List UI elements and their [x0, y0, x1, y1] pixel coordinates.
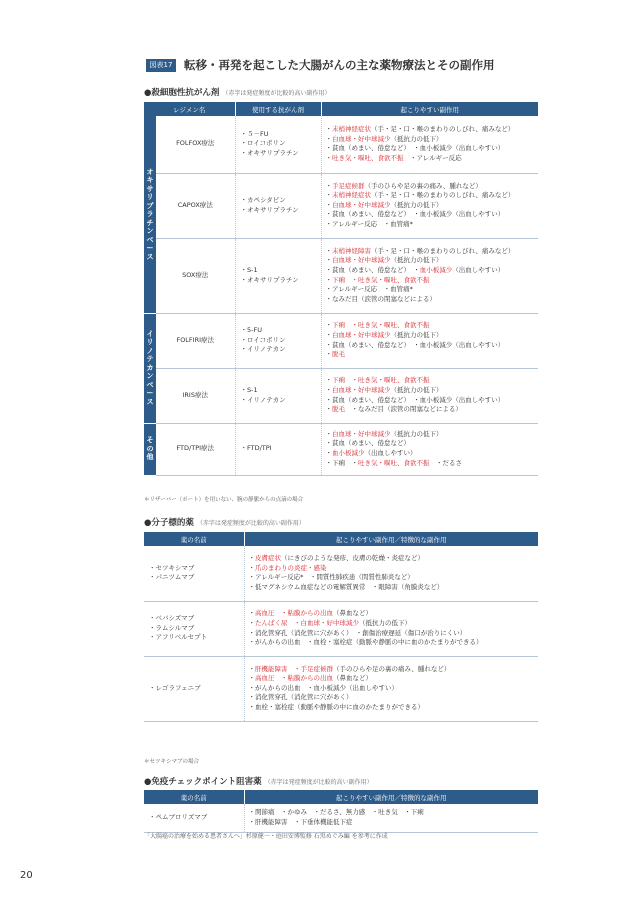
effect-text: ・ — [325, 330, 332, 339]
side-effect-line — [326, 439, 536, 449]
effect-text: ・肝機能障害 ・下垂体機能低下症 — [248, 817, 353, 826]
table-row — [144, 656, 538, 721]
section2-footnote: ＊セツキシマブの場合 — [144, 759, 199, 765]
high-frequency-effect: 肝機能障害 ・手足症候群 — [255, 664, 333, 673]
side-effect-line — [249, 583, 536, 593]
category-irinotecan: イ リ ノ テ カ ン ベ ー ス — [144, 313, 156, 423]
high-frequency-effect: 下痢 ・吐き気・嘔吐、食欲不振 — [332, 376, 430, 385]
effect-text: （出血しやすい） — [452, 265, 505, 274]
drug-item: ・ロイコボリン — [240, 139, 286, 148]
effect-text: ・貧血（めまい、倦怠など） ・血小板減少（出血しやすい） — [325, 340, 505, 349]
effect-text: ・ — [325, 385, 332, 394]
high-frequency-effect: 白血球・好中球減少 — [332, 256, 391, 265]
high-frequency-effect: 白血球・好中球減少 — [332, 429, 391, 438]
category-other: そ の 他 — [144, 423, 156, 475]
effect-text: （にきびのような発疹、皮膚の乾燥・炎症など） — [281, 554, 424, 563]
effect-text: ・ — [325, 275, 332, 284]
effect-text: ・ — [248, 563, 255, 572]
side-effects — [244, 804, 538, 832]
effect-text: ・がんからの出血 ・血栓・塞栓症（動脈や静脈の中に血のかたまりができる） — [248, 638, 483, 647]
drug-item: ・S-1 — [240, 265, 258, 274]
drug-item: ・ペムブロリズマブ — [149, 812, 208, 821]
effect-text: （手・足・口・喉のまわりのしびれ、痛みなど） — [371, 191, 515, 200]
effect-text: ・消化管穿孔（消化管に穴があく） — [248, 693, 353, 702]
effect-text: ・ — [325, 246, 332, 255]
effect-text: ・ — [325, 125, 332, 134]
effect-text: （鼻血など） — [333, 609, 372, 618]
table-row — [144, 804, 538, 832]
side-effect-line — [326, 220, 536, 230]
high-frequency-effect: 末梢神経症状 — [332, 191, 371, 200]
effect-text: ・ — [325, 429, 332, 438]
effect-text: ・貧血（めまい、倦怠など） ・ — [325, 265, 420, 274]
high-frequency-effect: 下痢 ・吐き気・嘔吐、食欲不振 — [332, 275, 430, 284]
section3-heading — [144, 775, 373, 787]
molecular-target-table — [144, 532, 538, 722]
high-frequency-effect: 爪のまわりの炎症・感染 — [255, 563, 327, 572]
side-effects — [321, 238, 538, 313]
side-effect-line — [326, 135, 536, 145]
effect-text: ・ — [325, 256, 332, 265]
drug-item: ・ラムシルマブ — [149, 623, 195, 632]
effect-text: ・貧血（めまい、倦怠など） ・血小板減少（出血しやすい） — [325, 144, 505, 153]
side-effects — [321, 368, 538, 423]
section1-footnote: ＊リザーバー（ポート）を用いない、腕の静脈からの点滴の場合 — [144, 497, 304, 503]
side-effect-line — [249, 629, 536, 639]
table-row — [144, 423, 538, 475]
regimen-name: SOX療法 — [156, 238, 235, 313]
effect-text: ・ — [325, 181, 332, 190]
side-effect-line — [326, 341, 536, 351]
side-effect-line — [249, 573, 536, 583]
drug-item: ・アフリベルセプト — [149, 633, 208, 642]
effect-text: ・ — [248, 554, 255, 563]
side-effect-line — [326, 459, 536, 469]
side-effect-line — [326, 201, 536, 211]
high-frequency-effect: 下痢 ・吐き気・嘔吐、食欲不振 — [332, 321, 430, 330]
regimen-name: FOLFOX療法 — [156, 116, 235, 173]
side-effect-line — [249, 703, 536, 713]
drug-item: ・レゴラフェニブ — [149, 683, 201, 692]
effect-text: ・貧血（めまい、倦怠など） ・血小板減少（出血しやすい） — [325, 395, 505, 404]
effect-text: （抵抗力の低下） — [390, 330, 443, 339]
side-effect-line — [249, 808, 536, 818]
side-effect-line — [249, 619, 536, 629]
table-row — [144, 238, 538, 313]
high-frequency-effect: 血小板減少 — [419, 265, 453, 274]
regimen-name: CAPOX療法 — [156, 173, 235, 238]
side-effect-line — [326, 266, 536, 276]
table-row — [144, 313, 538, 368]
regimen-name: FOLFIRI療法 — [156, 313, 235, 368]
drug-item: ・S-1 — [240, 385, 258, 394]
side-effect-line — [249, 554, 536, 564]
section2-heading — [144, 516, 305, 528]
molecular-target-table-header — [144, 532, 538, 546]
drug-list — [235, 238, 321, 313]
category-oxaliplatin: オ キ サ リ プ ラ チ ン ベ ー ス — [144, 116, 156, 313]
effect-text: ・アレルギー反応* ・間質性肺疾患（間質性肺炎など） — [248, 573, 414, 582]
drug-list — [235, 313, 321, 368]
section3-note: （赤字は発症頻度が比較的高い副作用） — [264, 779, 373, 786]
effect-text: ・ — [325, 405, 332, 414]
effect-text: ・アレルギー反応 — [403, 153, 462, 162]
high-frequency-effect: 吐き気・嘔吐、食欲不振 — [332, 153, 404, 162]
effect-text: ・なみだ目（涙管の閉塞などによる） — [325, 294, 436, 303]
header-drugs: 使用する抗がん剤 — [235, 102, 321, 116]
side-effect-line — [326, 276, 536, 286]
high-frequency-effect: 手足症候群 — [332, 181, 365, 190]
effect-text: ・ — [325, 134, 332, 143]
high-frequency-effect: 末梢神経症状 — [332, 125, 371, 134]
high-frequency-effect: 血小板減少 — [332, 449, 365, 457]
effect-text: ・アレルギー反応 ・血管痛* — [325, 219, 413, 228]
effect-text: （鼻血など） — [333, 674, 372, 683]
side-effect-line — [326, 295, 536, 305]
side-effects — [321, 116, 538, 173]
side-effect-line — [326, 125, 536, 135]
high-frequency-effect: 皮膚症状 — [255, 554, 281, 563]
side-effect-line — [326, 430, 536, 440]
side-effects — [244, 656, 538, 721]
high-frequency-effect: 白血球・好中球減少 — [332, 200, 391, 209]
side-effect-line — [249, 818, 536, 828]
effect-text: （抵抗力の低下） — [390, 256, 443, 265]
header-drug-name: 薬の名前 — [144, 532, 244, 546]
high-frequency-effect: 脱毛 — [332, 350, 345, 359]
drug-item: ・ロイコボリン — [240, 335, 286, 344]
regimen-name: IRIS療法 — [156, 368, 235, 423]
drug-item: ・イリノテカン — [240, 345, 286, 354]
section3-heading-text: ●免疫チェックポイント阻害薬 — [144, 777, 262, 787]
side-effect-line — [326, 331, 536, 341]
high-frequency-effect: 白血球・好中球減少 — [332, 385, 391, 394]
effect-text: ・ — [325, 321, 332, 330]
drug-list — [144, 546, 244, 601]
effect-text: （手のひらや足の裏の痛み、腫れなど） — [364, 181, 482, 190]
drug-list — [235, 173, 321, 238]
drug-list — [144, 601, 244, 656]
effect-text: ・ — [325, 350, 332, 359]
header-side-effects: 起こりやすい副作用／特徴的な副作用 — [244, 790, 538, 804]
header-side-effects: 起こりやすい副作用／特徴的な副作用 — [244, 532, 538, 546]
effect-text: ・ — [325, 376, 332, 385]
table-row — [144, 546, 538, 601]
drug-item: ・セツキシマブ — [149, 563, 195, 572]
side-effect-line — [326, 449, 536, 459]
drug-list — [235, 368, 321, 423]
high-frequency-effect: たんぱく尿 ・白血球・好中球減少 — [255, 618, 359, 627]
side-effect-line — [326, 210, 536, 220]
effect-text: ・がんからの出血 ・血小板減少（出血しやすい） — [248, 683, 398, 692]
drug-item: ・オキサリプラチン — [240, 149, 299, 158]
header-side-effects: 起こりやすい副作用 — [321, 102, 538, 116]
drug-item: ・ベバシズマブ — [149, 614, 195, 623]
effect-text: ・だるさ — [429, 458, 462, 467]
effect-text: ・血栓・塞栓症（動脈や静脈の中に血のかたまりができる） — [248, 702, 424, 711]
table-row — [144, 116, 538, 173]
checkpoint-table-header — [144, 790, 538, 804]
drug-item: ・カペシタビン — [240, 195, 286, 204]
drug-item: ・イリノテカン — [240, 395, 286, 404]
effect-text: ・低マグネシウム血症などの電解質異常 ・眼障害（角膜炎など） — [248, 582, 444, 591]
reference-note: 「大腸癌の治療を始める患者さんへ」杉原健一・庭田安博監修 石黒めぐみ編 を参考に作成 — [144, 833, 388, 840]
side-effects — [321, 423, 538, 475]
effect-text: （抵抗力の低下） — [390, 200, 443, 209]
effect-text: （抵抗力の低下） — [390, 429, 443, 438]
drug-item: ・5-FU — [240, 326, 262, 335]
side-effect-line — [326, 191, 536, 201]
drug-list — [235, 116, 321, 173]
high-frequency-effect: 高血圧 ・粘膜からの出血 — [255, 609, 333, 618]
header-regimen: レジメン名 — [144, 102, 235, 116]
drug-item: ・オキサリプラチン — [240, 205, 299, 214]
side-effect-line — [326, 285, 536, 295]
cytotoxic-table-header — [144, 102, 538, 116]
side-effect-line — [326, 405, 536, 415]
section1-note: （赤字は発症頻度が比較的高い副作用） — [222, 90, 331, 97]
effect-text: ・ — [325, 449, 332, 457]
figure-title — [146, 57, 495, 73]
table-row — [144, 601, 538, 656]
high-frequency-effect: 白血球・好中球減少 — [332, 330, 391, 339]
effect-text: ・貧血（めまい、倦怠など） ・血小板減少（出血しやすい） — [325, 210, 505, 219]
effect-text: ・下痢 ・ — [325, 458, 358, 467]
cytotoxic-table — [144, 102, 538, 476]
side-effect-line — [249, 684, 536, 694]
high-frequency-effect: 吐き気・嘔吐、食欲不振 — [358, 458, 430, 467]
section2-heading-text: ●分子標的薬 — [144, 518, 194, 528]
side-effect-line — [326, 154, 536, 164]
high-frequency-effect: 高血圧 ・粘膜からの出血 — [255, 674, 333, 683]
side-effect-line — [326, 386, 536, 396]
section2-note: （赤字は発症頻度が比較的高い副作用） — [196, 520, 305, 527]
table-row — [144, 173, 538, 238]
drug-item: ・FTD/TPI — [240, 444, 272, 453]
side-effect-line — [249, 564, 536, 574]
effect-text: （手・足・口・喉のまわりのしびれ、痛みなど） — [371, 246, 515, 255]
figure-title-text: 転移・再発を起こした大腸がんの主な薬物療法とその副作用 — [184, 58, 495, 72]
high-frequency-effect: 脱毛 — [332, 405, 345, 414]
side-effects — [321, 313, 538, 368]
drug-item: ・オキサリプラチン — [240, 275, 299, 284]
effect-text: ・ — [248, 609, 255, 618]
side-effects — [244, 546, 538, 601]
side-effect-line — [326, 182, 536, 192]
side-effect-line — [249, 638, 536, 648]
side-effect-line — [249, 665, 536, 675]
side-effect-line — [249, 674, 536, 684]
table-row — [144, 368, 538, 423]
effect-text: ・貧血（めまい、倦怠など） — [325, 439, 410, 448]
effect-text: ・ — [248, 674, 255, 683]
effect-text: ・消化管穿孔（消化管に穴があく） ・創傷治療遅延（傷口が治りにくい） — [248, 628, 467, 637]
side-effect-line — [326, 256, 536, 266]
regimen-name: FTD/TPI療法 — [156, 423, 235, 475]
drug-list — [144, 804, 244, 832]
effect-text: （出血しやすい） — [364, 449, 417, 457]
side-effects — [244, 601, 538, 656]
drug-item: ・パニツムマブ — [149, 573, 195, 582]
checkpoint-inhibitor-table — [144, 790, 538, 833]
high-frequency-effect: 白血球・好中球減少 — [332, 134, 391, 143]
effect-text: （手のひらや足の裏の痛み、腫れなど） — [333, 664, 451, 673]
section1-heading-text: ●殺細胞性抗がん剤 — [144, 88, 220, 98]
effect-text: （抵抗力の低下） — [390, 134, 443, 143]
effect-text: ・ — [325, 191, 332, 200]
side-effect-line — [326, 321, 536, 331]
page-number: 20 — [20, 870, 33, 881]
effect-text: ・アレルギー反応 ・血管痛* — [325, 285, 413, 294]
effect-text: ・なみだ目（涙管の閉塞などによる） — [345, 405, 462, 414]
drug-list — [144, 656, 244, 721]
header-drug-name: 薬の名前 — [144, 790, 244, 804]
side-effects — [321, 173, 538, 238]
effect-text: ・ — [248, 618, 255, 627]
side-effect-line — [326, 376, 536, 386]
side-effect-line — [326, 144, 536, 154]
drug-list — [235, 423, 321, 475]
side-effect-line — [249, 609, 536, 619]
side-effect-line — [326, 247, 536, 257]
effect-text: （手・足・口・喉のまわりのしびれ、痛みなど） — [371, 125, 515, 134]
side-effect-line — [249, 693, 536, 703]
effect-text: ・ — [325, 200, 332, 209]
effect-text: ・関節痛 ・かゆみ ・だるさ、無力感 ・吐き気 ・下痢 — [248, 808, 424, 817]
effect-text: ・ — [325, 153, 332, 162]
figure-badge: 図表17 — [146, 59, 176, 72]
side-effect-line — [326, 396, 536, 406]
effect-text: （抵抗力の低下） — [359, 618, 411, 627]
effect-text: ・ — [248, 664, 255, 673]
high-frequency-effect: 末梢神経障害 — [332, 246, 371, 255]
effect-text: （抵抗力の低下） — [390, 385, 443, 394]
side-effect-line — [326, 350, 536, 360]
drug-item: ・５－FU — [240, 129, 269, 138]
section1-heading — [144, 86, 330, 98]
